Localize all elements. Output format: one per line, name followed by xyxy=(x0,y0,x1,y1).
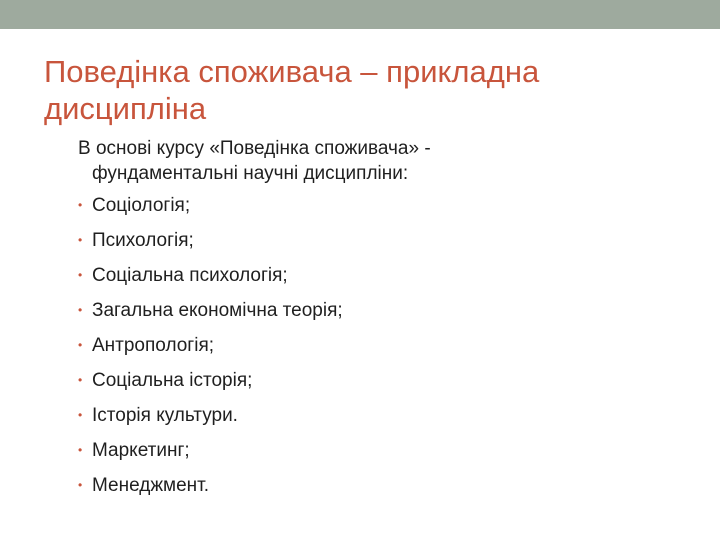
slide-title: Поведінка споживача – прикладна дисципліна xyxy=(44,54,540,126)
list-item xyxy=(78,298,678,333)
bullet-icon: • xyxy=(78,233,83,247)
list-item xyxy=(78,403,678,438)
bullet-icon: • xyxy=(78,478,83,492)
intro-paragraph xyxy=(78,136,678,186)
discipline-list xyxy=(78,193,678,508)
bullet-icon: • xyxy=(78,268,83,282)
list-item xyxy=(78,473,678,508)
list-item-text: Менеджмент. xyxy=(92,475,210,496)
bullet-icon: • xyxy=(78,303,83,317)
bullet-icon: • xyxy=(78,373,83,387)
bullet-icon: • xyxy=(78,338,83,352)
list-item-text: Історія культури. xyxy=(92,405,238,426)
list-item xyxy=(78,228,678,263)
list-item-text: Антропологія; xyxy=(92,335,215,356)
list-item-text: Загальна економічна теорія; xyxy=(92,300,343,321)
list-item-text: Соціологія; xyxy=(92,195,191,216)
intro-line-1: В основі курсу «Поведінка споживача» - xyxy=(78,138,431,159)
list-item xyxy=(78,263,678,298)
bullet-icon: • xyxy=(78,198,83,212)
list-item xyxy=(78,333,678,368)
list-item xyxy=(78,438,678,473)
list-item-text: Соціальна історія; xyxy=(92,370,253,391)
bullet-icon: • xyxy=(78,443,83,457)
list-item xyxy=(78,368,678,403)
intro-line-2: фундаментальні научні дисципліни: xyxy=(92,163,409,184)
list-item-text: Психологія; xyxy=(92,230,194,251)
list-item xyxy=(78,193,678,228)
list-item-text: Маркетинг; xyxy=(92,440,190,461)
bullet-icon: • xyxy=(78,408,83,422)
list-item-text: Соціальна психологія; xyxy=(92,265,288,286)
top-accent-bar xyxy=(0,0,720,29)
